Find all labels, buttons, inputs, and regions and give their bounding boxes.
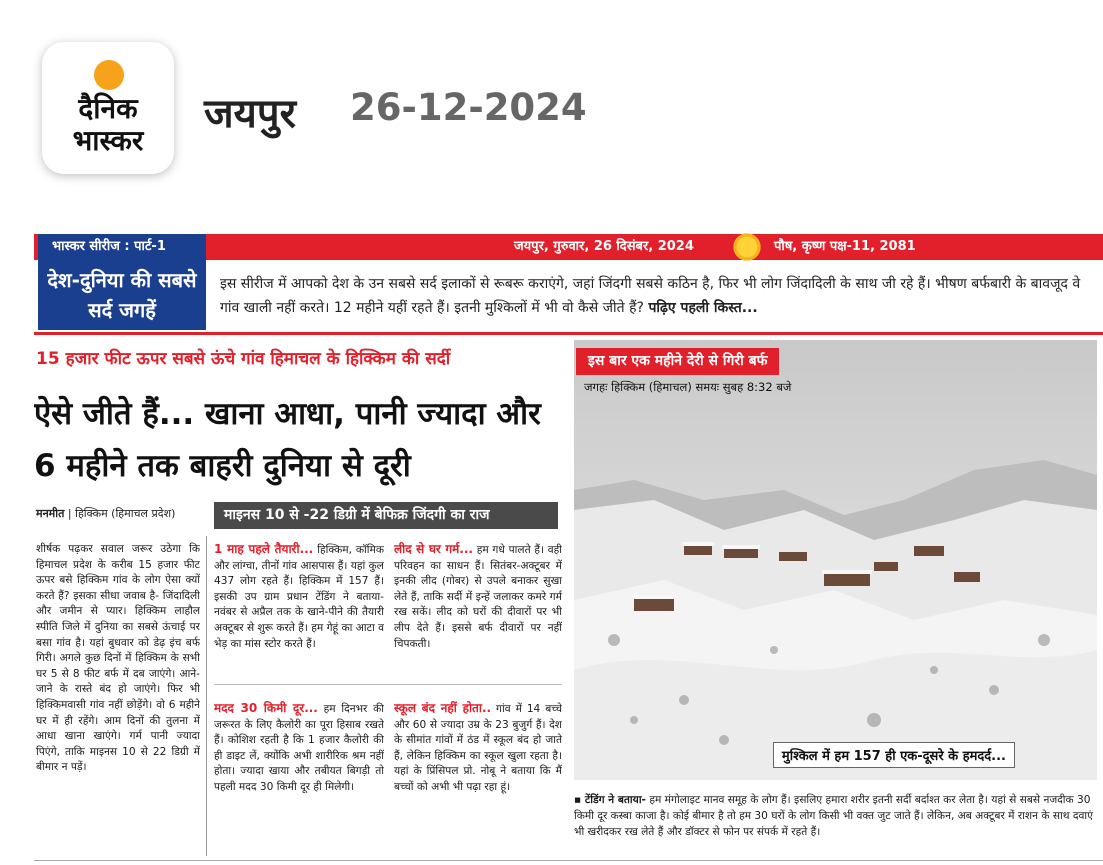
- article-column-3a: [394, 542, 562, 674]
- para-lead: 1 माह पहले तैयारी...: [214, 542, 314, 556]
- byline-author: मनमीत: [36, 507, 65, 520]
- sun-icon: [731, 231, 763, 263]
- article-headline: ऐसे जीते हैं... खाना आधा, पानी ज्यादा और 6 महीने तक बाहरी दुनिया से दूरी: [34, 396, 541, 484]
- paksh-date: पौष, कृष्ण पक्ष-11, 2081: [774, 239, 916, 254]
- intro-cta: पढ़िए पहली किस्त...: [648, 300, 758, 316]
- note-lead: ▪ टेंडिंग ने बताया-: [574, 794, 646, 806]
- edition-date[interactable]: 26-12-2024: [350, 86, 587, 129]
- article-kicker: 15 हजार फीट ऊपर सबसे ऊंचे गांव हिमाचल के हिक्किम की सर्दी: [36, 349, 451, 369]
- dateline: जयपुर, गुरुवार, 26 दिसंबर, 2024: [514, 239, 694, 254]
- epaper-page[interactable]: [34, 226, 1103, 865]
- divider: [214, 684, 562, 685]
- logo-text-line1: दैनिक: [78, 92, 138, 125]
- note-text: हम मंगोलाइट मानव समूह के लोग हैं। इसलिए हमारा शरीर इतनी सर्दी बर्दाश्त कर लेता है। यहां से सबसे नजदीक 30 किमी दूर कस्बा काजा है। कोई बीमार है तो हम 30 घरों के लोग किसी भी वक्त जुट जाते हैं। लेकिन, अब अक्टूबर में राशन के साथ दवाएं भी खरीदकर रख लेते हैं और डॉक्टर से फोन पर संपर्क में रहते हैं।: [574, 794, 1094, 838]
- para-lead: लीद से घर गर्म...: [394, 542, 473, 556]
- dainik-bhaskar-logo[interactable]: [42, 42, 174, 174]
- article-column-2b: [214, 701, 384, 851]
- mountain-scene: [574, 340, 1097, 780]
- photo-location: जगहः हिक्किम (हिमाचल) समयः सुबह 8:32 बजे: [584, 380, 792, 394]
- photo-note: [574, 792, 1097, 840]
- logo-text-line2: भास्कर: [72, 124, 144, 157]
- photo-caption: इस बार एक महीने देरी से गिरी बर्फ: [576, 348, 779, 375]
- snow-village-photo[interactable]: [574, 340, 1097, 780]
- article-column-3b: [394, 701, 562, 851]
- section-subhead: माइनस 10 से -22 डिग्री में बेफिक्र जिंदगी का राज: [214, 502, 558, 529]
- divider: [34, 332, 1103, 335]
- para-text: गांव में 14 बच्चे और 60 से ज्यादा उम्र के 23 बुजुर्ग हैं। देश के सीमांत गांवों में ठंड में स्कूल बंद हो जाते हैं, लेकिन हिक्किम का स्कूल खुला रहता है। यहां के प्रिंसिपल प्रो. नोबू ने बताया कि मैं बच्चों को अभी भी पढ़ा रहा हूं।: [394, 703, 562, 793]
- para-text: हिक्किम, कॉमिक और लांग्चा, तीनों गांव आसपास हैं। यहां कुल 437 लोग रहते हैं। हिक्किम में 157 हैं। इसकी उप ग्राम प्रधान टेंडिंग ने बताया- नवंबर से अप्रैल तक के खाने-पीने की तैयारी अक्टूबर से शुरू करते हैं। हम गेहूं का आटा व भेड़ का मांस स्टोर करते हैं।: [214, 544, 384, 650]
- byline-place: हिक्किम (हिमाचल प्रदेश): [75, 507, 176, 520]
- series-tag: भास्कर सीरीज : पार्ट-1: [38, 234, 206, 260]
- edition-city[interactable]: जयपुर: [204, 91, 296, 137]
- divider: [34, 860, 1103, 861]
- divider: [206, 536, 207, 856]
- article-column-2a: [214, 542, 384, 674]
- article-column-1: शीर्षक पढ़कर सवाल जरूर उठेगा कि हिमाचल प्रदेश के करीब 15 हजार फीट ऊपर बसे हिक्किम गांव के लोग ऐसा क्यों करते हैं? इसका सीधा जवाब है- जिंदादिली और जमीन से प्यार। हिक्किम लाहौल स्पीति जिले में दुनिया का सबसे ऊंचाई पर बसा गांव है। यहां बुधवार को डेढ़ इंच बर्फ गिरी। अगले कुछ दिनों में हिक्किम के सभी घर 5 से 8 फीट बर्फ में दब जाएंगे। आने-जाने के रास्ते बंद हो जाएंगे। फिर भी हिक्किमवासी गांव नहीं छोड़ेंगे। वो 6 महीने घर में ही रहेंगे। आम दिनों की तुलना में आधा खाना खाएंगे। गर्म पानी ज्यादा पिएंगे, ताकि माइनस 10 से 22 डिग्री में बीमार न पड़ें।: [36, 543, 200, 774]
- para-text: हम गधे पालते हैं। वही परिवहन का साधन हैं। सितंबर-अक्टूबर में इनकी लीद (गोबर) से उपले बनाकर सुखा लेते हैं, ताकि सर्दी में इन्हें जलाकर कमरे गर्म रख सकें। लीद को घरों की दीवारों पर भी लीप देते हैं। इससे बर्फ दीवारों पर नहीं चिपकती।: [394, 544, 562, 650]
- intro-text: इस सीरीज में आपको देश के उन सबसे सर्द इलाकों से रूबरू कराएंगे, जहां जिंदगी सबसे कठिन है, फिर भी लोग जिंदादिली के साथ जी रहे हैं। भीषण बर्फबारी के बावजूद वे गांव खाली नहीं करते। 12 महीने यहीं रहते हैं। इतनी मुश्किलों में भी वो कैसे जीते हैं?: [220, 276, 1081, 316]
- series-intro: [220, 272, 1100, 320]
- series-title: देश-दुनिया की सबसे सर्द जगहें: [38, 260, 206, 330]
- para-text: हम दिनभर की जरूरत के लिए कैलोरी का पूरा हिसाब रखते हैं। कोशिश रहती है कि 1 हजार कैलोरी की ही डाइट लें, क्योंकि अभी शारीरिक श्रम नहीं होता। ज्यादा खाया और तबीयत बिगड़ी तो पहली मदद 30 किमी दूर ही मिलेगी।: [214, 703, 384, 793]
- photo-quote: मुश्किल में हम 157 ही एक-दूसरे के हमदर्द...: [773, 742, 1015, 768]
- para-lead: मदद 30 किमी दूर...: [214, 701, 318, 715]
- sun-icon: [94, 60, 124, 90]
- byline: मनमीत | हिक्किम (हिमाचल प्रदेश): [36, 507, 176, 520]
- para-lead: स्कूल बंद नहीं होता..: [394, 701, 492, 715]
